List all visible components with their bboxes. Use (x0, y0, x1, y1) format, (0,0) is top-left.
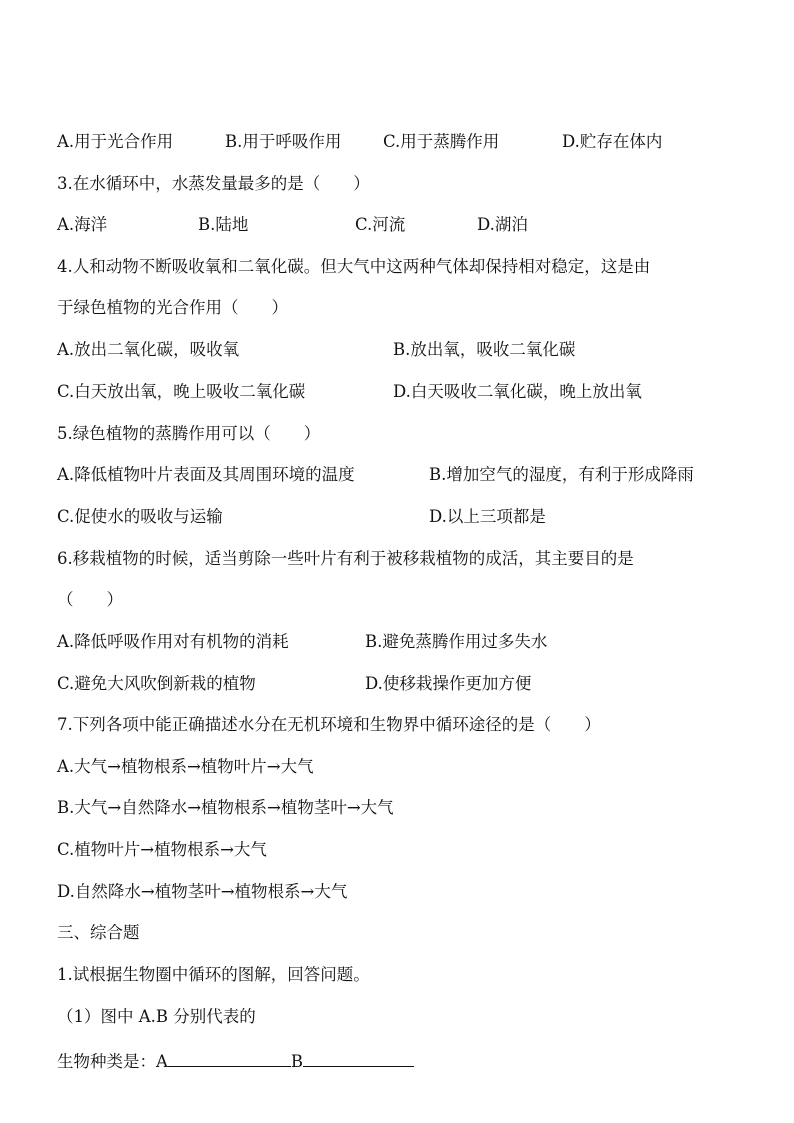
q6-option-d: D.使移栽操作更加方便 (365, 674, 532, 693)
q6-option-a: A.降低呼吸作用对有机物的消耗 (57, 632, 289, 651)
q5-option-c: C.促使水的吸收与运输 (57, 507, 223, 526)
species-b-label: B (290, 1052, 304, 1071)
q2-option-b: B.用于呼吸作用 (225, 132, 342, 151)
q5-option-a: A.降低植物叶片表面及其周围环境的温度 (57, 465, 355, 484)
q3-stem: 3.在水循环中，水蒸发量最多的是（ ） (57, 174, 370, 193)
q4-stem-line2: 于绿色植物的光合作用（ ） (57, 298, 288, 317)
q4-option-c: C.白天放出氧，晚上吸收二氧化碳 (57, 382, 306, 401)
q5-stem: 5.绿色植物的蒸腾作用可以（ ） (57, 424, 321, 443)
q3-option-a: A.海洋 (57, 215, 108, 234)
q3-option-d: D.湖泊 (477, 215, 528, 234)
q5-option-b: B.增加空气的湿度，有利于形成降雨 (429, 465, 694, 484)
q7-option-b: B.大气→自然降水→植物根系→植物茎叶→大气 (57, 798, 394, 817)
section3-q1-stem: 1.试根据生物圈中循环的图解，回答问题。 (57, 965, 370, 984)
q7-stem: 7.下列各项中能正确描述水分在无机环境和生物界中循环途径的是（ ） (57, 715, 601, 734)
q2-option-d: D.贮存在体内 (562, 132, 663, 151)
q3-option-c: C.河流 (355, 215, 406, 234)
q6-option-c: C.避免大风吹倒新栽的植物 (57, 674, 256, 693)
q4-option-d: D.白天吸收二氧化碳，晚上放出氧 (393, 382, 642, 401)
q3-option-b: B.陆地 (198, 215, 249, 234)
section3-title: 三、综合题 (57, 923, 140, 942)
q4-option-b: B.放出氧，吸收二氧化碳 (393, 340, 576, 359)
q7-option-a: A.大气→植物根系→植物叶片→大气 (57, 757, 314, 776)
q6-stem-line1: 6.移栽植物的时候，适当剪除一些叶片有利于被移栽植物的成活，其主要目的是 (57, 549, 634, 568)
answer-blank-a[interactable] (168, 1048, 291, 1067)
q6-option-b: B.避免蒸腾作用过多失水 (365, 632, 548, 651)
section3-sub1: （1）图中 A.B 分别代表的 (57, 1007, 256, 1026)
answer-blank-b[interactable] (303, 1048, 414, 1067)
q4-stem-line1: 4.人和动物不断吸收氧和二氧化碳。但大气中这两种气体却保持相对稳定，这是由 (57, 257, 651, 276)
q7-option-d: D.自然降水→植物茎叶→植物根系→大气 (57, 882, 348, 901)
q2-option-a: A.用于光合作用 (57, 132, 174, 151)
q5-option-d: D.以上三项都是 (429, 507, 546, 526)
species-a-label: 生物种类是：A (57, 1052, 168, 1071)
q7-option-c: C.植物叶片→植物根系→大气 (57, 840, 267, 859)
q6-stem-line2: （ ） (57, 590, 123, 609)
q2-option-c: C.用于蒸腾作用 (383, 132, 500, 151)
section3-sub1-line2 (57, 1048, 414, 1073)
q4-option-a: A.放出二氧化碳，吸收氧 (57, 340, 240, 359)
